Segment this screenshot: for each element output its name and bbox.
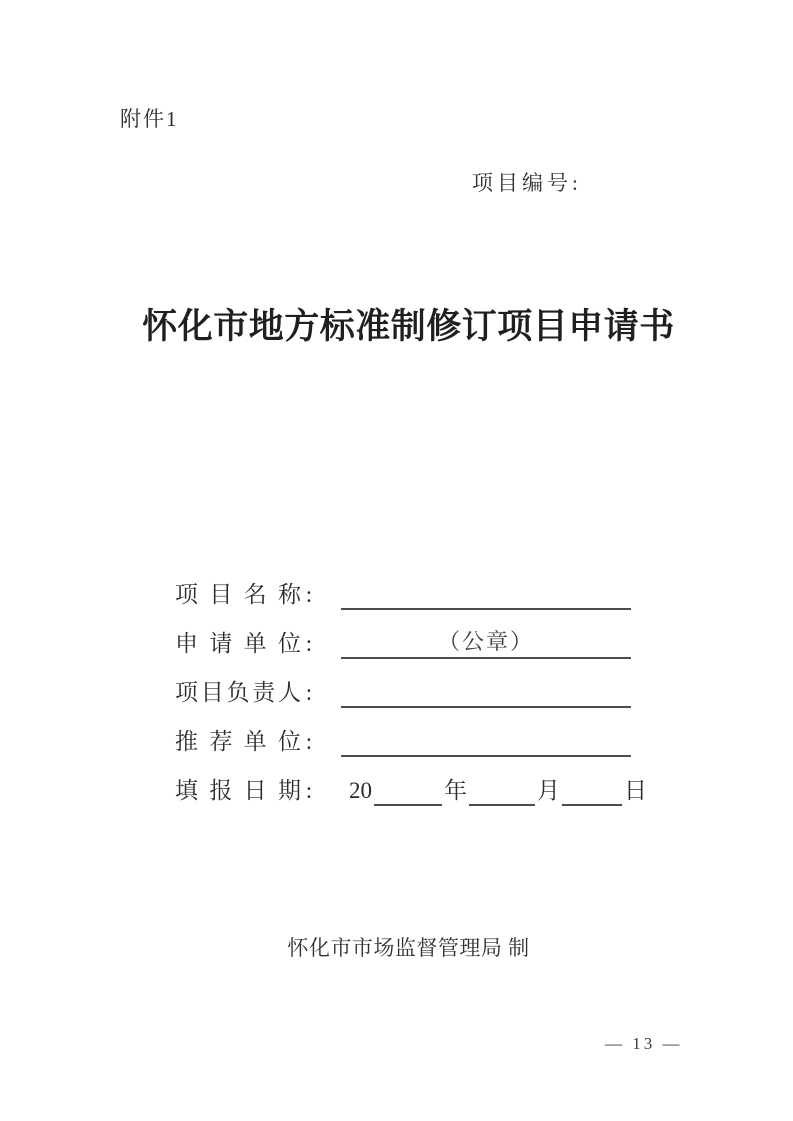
- recommending-unit-blank-line: [341, 755, 631, 757]
- project-leader-colon: :: [305, 680, 313, 705]
- date-century-prefix: 20: [349, 778, 372, 803]
- filing-date-label: 填报日期: [175, 778, 301, 803]
- form-row-project-leader: [175, 659, 655, 708]
- date-month-label: 月: [537, 778, 560, 803]
- project-name-blank-line: [341, 608, 631, 610]
- project-leader-label: 项目负责人: [175, 680, 301, 705]
- date-day-blank-line: [562, 775, 622, 806]
- applicant-unit-label: 申请单位: [175, 631, 301, 656]
- project-name-colon: :: [305, 582, 313, 607]
- application-form: [175, 561, 655, 806]
- date-year-blank-line: [374, 775, 442, 806]
- filing-date-colon: :: [305, 778, 313, 803]
- page-number: — 13 —: [605, 1034, 683, 1053]
- issuer-line: 怀化市市场监督管理局 制: [287, 936, 530, 960]
- project-leader-blank-line: [341, 706, 631, 708]
- form-row-project-name: [175, 561, 655, 610]
- recommending-unit-colon: :: [305, 729, 313, 754]
- date-day-label: 日: [624, 778, 647, 803]
- document-title: 怀化市地方标准制修订项目申请书: [142, 307, 675, 346]
- recommending-unit-label: 推荐单位: [175, 729, 301, 754]
- applicant-unit-colon: :: [305, 631, 313, 656]
- project-number-label: 项目编号:: [472, 171, 582, 195]
- date-month-blank-line: [469, 775, 535, 806]
- project-name-label: 项目名称: [175, 582, 301, 607]
- date-year-label: 年: [444, 778, 467, 803]
- attachment-label: 附件1: [120, 107, 179, 131]
- form-row-recommending-unit: [175, 708, 655, 757]
- form-row-applicant-unit: [175, 610, 655, 659]
- official-seal-hint: （公章）: [437, 629, 534, 654]
- form-row-filing-date: [175, 757, 655, 806]
- applicant-unit-blank-line: [341, 626, 631, 659]
